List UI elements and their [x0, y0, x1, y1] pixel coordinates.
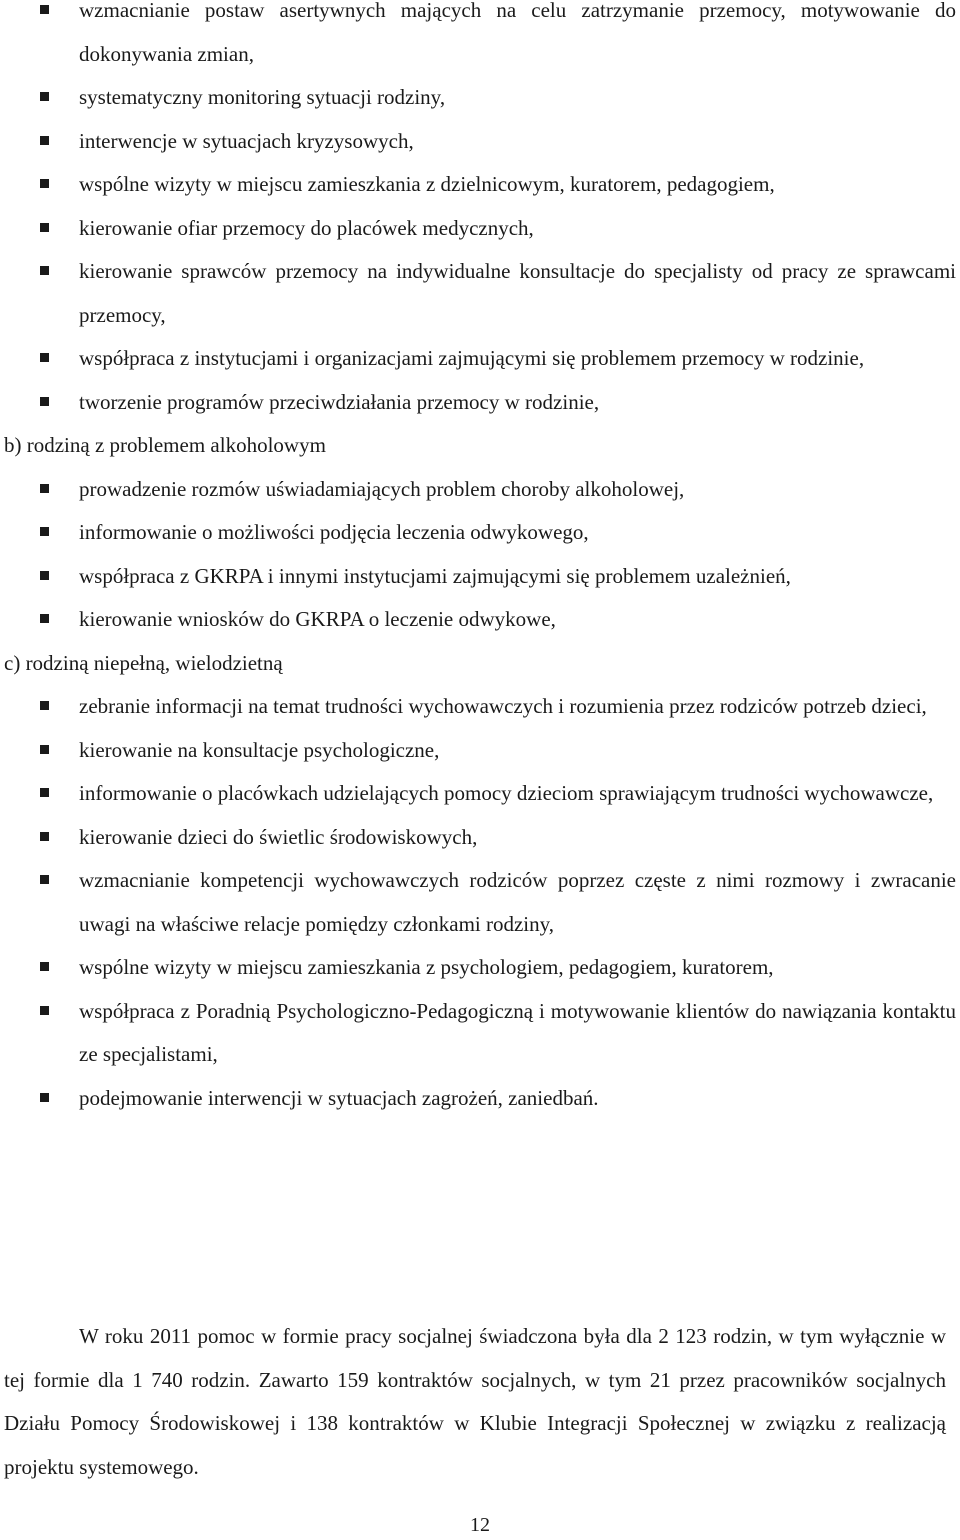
square-bullet-icon: [40, 788, 49, 797]
square-bullet-icon: [40, 223, 49, 232]
square-bullet-icon: [40, 745, 49, 754]
square-bullet-icon: [40, 484, 49, 493]
summary-paragraph: W roku 2011 pomoc w formie pracy socjalnej świadczona była dla 2 123 rodzin, w tym wyłącznie w tej formie dla 1 740 rodzin. Zawarto 159 kontraktów socjalnych, w tym 21 przez pracowników socjalnych Działu Pomocy Środowiskowej i 138 kontraktów w Klubie Integracji Społecznej w związku z realizacją projektu systemowego.: [4, 1324, 946, 1479]
list-item: wzmacnianie postaw asertywnych mających na celu zatrzymanie przemocy, motywowanie do dokonywania zmian,: [0, 0, 960, 76]
square-bullet-icon: [40, 397, 49, 406]
list-item: kierowanie wniosków do GKRPA o leczenie odwykowe,: [0, 598, 960, 642]
square-bullet-icon: [40, 832, 49, 841]
list-item: prowadzenie rozmów uświadamiających problem choroby alkoholowej,: [0, 468, 960, 512]
list-section-a: [0, 0, 960, 424]
square-bullet-icon: [40, 614, 49, 623]
square-bullet-icon: [40, 179, 49, 188]
square-bullet-icon: [40, 353, 49, 362]
list-item: współpraca z instytucjami i organizacjami zajmującymi się problemem przemocy w rodzinie,: [0, 337, 960, 381]
page-number: 12: [470, 1514, 490, 1536]
square-bullet-icon: [40, 266, 49, 275]
list-item: kierowanie dzieci do świetlic środowiskowych,: [0, 816, 960, 860]
square-bullet-icon: [40, 1006, 49, 1015]
square-bullet-icon: [40, 527, 49, 536]
list-item: wspólne wizyty w miejscu zamieszkania z dzielnicowym, kuratorem, pedagogiem,: [0, 163, 960, 207]
list-section-c: [0, 685, 960, 1120]
square-bullet-icon: [40, 1093, 49, 1102]
square-bullet-icon: [40, 571, 49, 580]
list-section-b: [0, 468, 960, 642]
list-item: współpraca z Poradnią Psychologiczno-Pedagogiczną i motywowanie klientów do nawiązania kontaktu ze specjalistami,: [0, 990, 960, 1077]
list-item: podejmowanie interwencji w sytuacjach zagrożeń, zaniedbań.: [0, 1077, 960, 1121]
list-item: kierowanie ofiar przemocy do placówek medycznych,: [0, 207, 960, 251]
list-item: interwencje w sytuacjach kryzysowych,: [0, 120, 960, 164]
list-item: wzmacnianie kompetencji wychowawczych rodziców poprzez częste z nimi rozmowy i zwracanie uwagi na właściwe relacje pomiędzy członkami rodziny,: [0, 859, 960, 946]
section-heading-b: b) rodziną z problemem alkoholowym: [4, 433, 326, 457]
square-bullet-icon: [40, 5, 49, 14]
list-item: wspólne wizyty w miejscu zamieszkania z psychologiem, pedagogiem, kuratorem,: [0, 946, 960, 990]
list-item: informowanie o możliwości podjęcia leczenia odwykowego,: [0, 511, 960, 555]
list-item: kierowanie na konsultacje psychologiczne,: [0, 729, 960, 773]
list-item: współpraca z GKRPA i innymi instytucjami zajmującymi się problemem uzależnień,: [0, 555, 960, 599]
square-bullet-icon: [40, 701, 49, 710]
list-item: kierowanie sprawców przemocy na indywidualne konsultacje do specjalisty od pracy ze sprawcami przemocy,: [0, 250, 960, 337]
list-item: zebranie informacji na temat trudności wychowawczych i rozumienia przez rodziców potrzeb dzieci,: [0, 685, 960, 729]
square-bullet-icon: [40, 875, 49, 884]
list-item: tworzenie programów przeciwdziałania przemocy w rodzinie,: [0, 381, 960, 425]
list-item: systematyczny monitoring sytuacji rodziny,: [0, 76, 960, 120]
square-bullet-icon: [40, 136, 49, 145]
list-item: informowanie o placówkach udzielających pomocy dzieciom sprawiającym trudności wychowawcze,: [0, 772, 960, 816]
square-bullet-icon: [40, 92, 49, 101]
section-heading-c: c) rodziną niepełną, wielodzietną: [4, 650, 283, 675]
square-bullet-icon: [40, 962, 49, 971]
